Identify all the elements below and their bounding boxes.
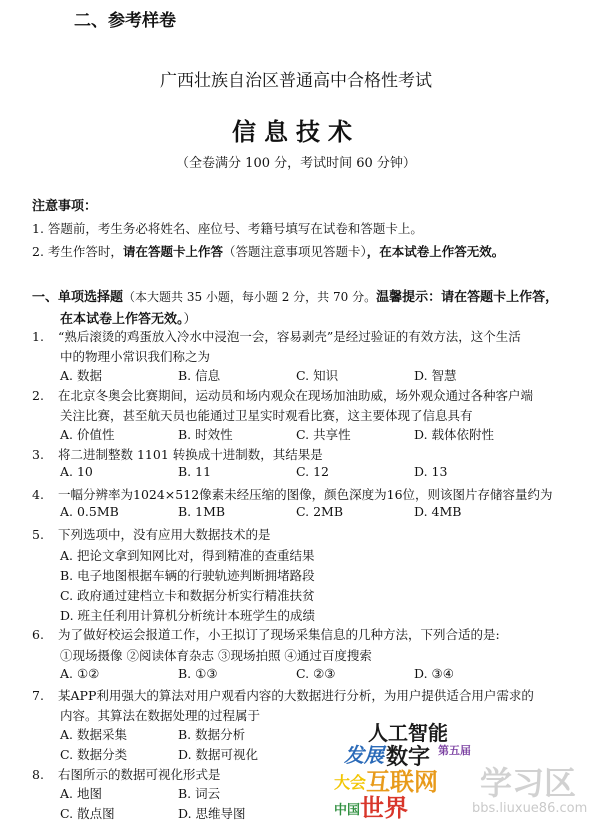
question-5-option: D. 班主任利用计算机分析统计本班学生的成绩 — [60, 608, 316, 623]
part-one-tip-cont — [60, 308, 197, 327]
part-tip-end: ） — [183, 312, 197, 327]
question-text: 将二进制整数 1101 转换成十进制数，其结果是 — [58, 447, 323, 462]
notice-item-1 — [32, 219, 423, 237]
question-1-line-1 — [32, 327, 521, 345]
question-text: 在北京冬奥会比赛期间，运动员和场内观众在现场加油助威，场外观众通过各种客户端 — [58, 388, 534, 403]
question-text: 一幅分辨率为1024×512像素未经压缩的图像，颜色深度为16位，则该图片存储容量约为 — [58, 487, 553, 502]
question-2-option: D. 载体依附性 — [414, 427, 495, 442]
question-number: 1. — [32, 329, 44, 344]
question-text: 某APP利用强大的算法对用户观看内容的大数据进行分析，为用户提供适合用户需求的 — [58, 688, 534, 703]
section-title: 二、参考样卷 — [74, 11, 176, 31]
question-7-option: B. 数据分析 — [178, 727, 246, 742]
watermark — [472, 764, 587, 816]
question-8-line-1 — [32, 765, 221, 783]
question-4-option: A. 0.5MB — [60, 504, 119, 519]
question-text: 下列选项中，没有应用大数据技术的是 — [58, 527, 271, 542]
question-number: 6. — [32, 627, 44, 642]
question-8-option: D. 思维导图 — [178, 806, 246, 821]
wordcloud-figure — [330, 718, 592, 823]
notice-bold: ，在本试卷上作答无效。 — [366, 244, 505, 259]
question-2-option: C. 共享性 — [296, 427, 351, 442]
part-one-heading — [32, 286, 558, 305]
question-4-option: D. 4MB — [414, 504, 462, 519]
notice-text: 考生作答时， — [47, 244, 123, 259]
question-4-line-1 — [32, 485, 553, 503]
part-tip: 温馨提示：请在答题卡上作答， — [376, 290, 559, 305]
question-6-option: C. ②③ — [296, 666, 336, 681]
watermark-brand: 学习区 — [480, 764, 577, 802]
question-text: 中的物理小常识我们称之为 — [60, 349, 211, 364]
question-1-option: C. 知识 — [296, 368, 339, 383]
watermark-url: bbs.liuxue86.com — [472, 801, 588, 816]
notice-num: 1. — [32, 221, 44, 236]
question-text: 为了做好校运会报道工作，小王拟订了现场采集信息的几种方法，下列合适的是: — [58, 627, 500, 642]
notice-text: （答题注意事项见答题卡） — [222, 244, 367, 259]
question-number: 2. — [32, 388, 44, 403]
question-8-option: B. 词云 — [178, 786, 221, 801]
notice-item-2 — [32, 242, 504, 260]
question-2-option: A. 价值性 — [60, 427, 115, 442]
question-1-option: A. 数据 — [60, 368, 102, 383]
question-2-option: B. 时效性 — [178, 427, 233, 442]
question-text: “熟后滚烫的鸡蛋放入冷水中浸泡一会，容易剥壳”是经过验证的有效方法，这个生活 — [58, 329, 521, 344]
wordcloud-word: 大会 — [334, 773, 367, 792]
question-text: 右图所示的数据可视化形式是 — [58, 767, 221, 782]
part-desc: （本大题共 35 小题，每小题 2 分，共 70 分。 — [123, 290, 377, 304]
question-3-option: B. 11 — [178, 464, 212, 479]
wordcloud-word: 中国 — [334, 803, 361, 818]
question-text: 关注比赛，甚至航天员也能通过卫星实时观看比赛，这主要体现了信息具有 — [60, 408, 473, 423]
wordcloud-word: 第五届 — [438, 744, 471, 757]
question-7-option: C. 数据分类 — [60, 747, 128, 762]
question-number: 5. — [32, 527, 44, 542]
question-7-line-1 — [32, 686, 534, 704]
question-6-option: D. ③④ — [414, 666, 454, 681]
part-tip: 在本试卷上作答无效。 — [60, 312, 184, 327]
question-5-option: C. 政府通过建档立卡和数据分析实行精准扶贫 — [60, 588, 315, 603]
question-1-option: B. 信息 — [178, 368, 221, 383]
question-2-line-2 — [60, 406, 473, 424]
question-number: 8. — [32, 767, 44, 782]
wordcloud-word: 人工智能 — [368, 721, 448, 745]
wordcloud-word: 世界 — [360, 794, 408, 822]
question-7-option: D. 数据可视化 — [178, 747, 259, 762]
notice-text: 答题前，考生务必将姓名、座位号、考籍号填写在试卷和答题卡上。 — [47, 221, 423, 236]
question-6-option: A. ①② — [60, 666, 100, 681]
question-4-option: B. 1MB — [178, 504, 226, 519]
question-6-line-2 — [60, 646, 372, 664]
question-5-line-1 — [32, 525, 271, 543]
question-text: 内容。其算法在数据处理的过程属于 — [60, 708, 261, 723]
question-6-line-1 — [32, 625, 500, 643]
notice-heading: 注意事项： — [32, 199, 98, 214]
exam-title: 广西壮族自治区普通高中合格性考试 — [160, 71, 432, 91]
notice-num: 2. — [32, 244, 44, 259]
subject-title: 信息技术 — [232, 117, 360, 146]
question-number: 3. — [32, 447, 44, 462]
question-3-line-1 — [32, 445, 323, 463]
question-7-option: A. 数据采集 — [60, 727, 127, 742]
wordcloud-word: 发展 — [344, 743, 384, 767]
question-number: 4. — [32, 487, 44, 502]
question-1-line-2 — [60, 347, 210, 365]
question-3-option: D. 13 — [414, 464, 448, 479]
question-number: 7. — [32, 688, 44, 703]
part-label: 一、单项选择题 — [32, 290, 124, 305]
wordcloud-word: 互联网 — [366, 768, 438, 796]
question-1-option: D. 智慧 — [414, 368, 457, 383]
question-2-line-1 — [32, 386, 533, 404]
question-7-line-2 — [60, 706, 260, 724]
question-3-option: C. 12 — [296, 464, 329, 479]
question-5-option: A. 把论文拿到知网比对，得到精准的查重结果 — [60, 548, 315, 563]
exam-meta: （全卷满分 100 分，考试时间 60 分钟） — [176, 156, 416, 171]
notice-bold: 请在答题卡上作答 — [122, 244, 223, 259]
question-5-option: B. 电子地图根据车辆的行驶轨迹判断拥堵路段 — [60, 568, 315, 583]
wordcloud-word: 数字 — [386, 745, 431, 770]
question-text: ①现场摄像 ②阅读体育杂志 ③现场拍照 ④通过百度搜索 — [60, 648, 372, 663]
question-3-option: A. 10 — [60, 464, 93, 479]
question-8-option: A. 地图 — [60, 786, 102, 801]
question-4-option: C. 2MB — [296, 504, 344, 519]
question-8-option: C. 散点图 — [60, 806, 115, 821]
question-6-option: B. ①③ — [178, 666, 218, 681]
